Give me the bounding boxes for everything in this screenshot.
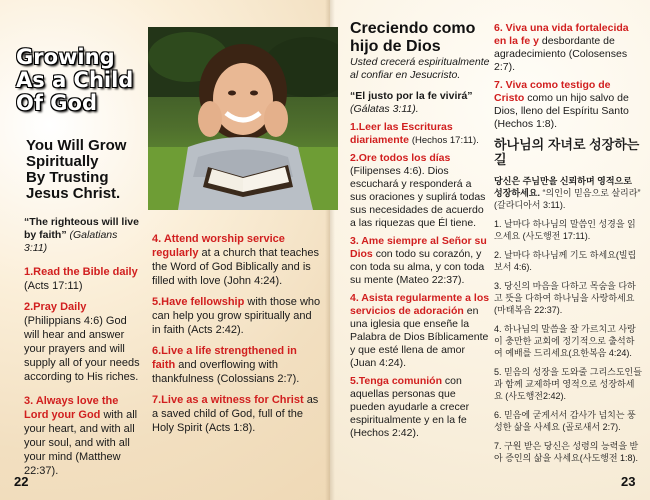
woman-reading-illustration [148,27,338,210]
title-line: Growing [16,45,115,69]
page-subtitle [26,138,148,202]
page-number-left: 22 [14,474,29,489]
list-item: 6. 믿음에 굳게서서 감사가 넘치는 풍성한 삶을 사세요 (골로새서 2:7). [494,410,636,432]
spanish-intro: Usted crecerá espiritualmente al confiar en Jesucristo. [350,56,490,81]
quote-reference: (Gálatas 3:11). [350,103,419,115]
item-text: with those who can help you grow spiritually and in faith (Acts 2:42). [152,296,321,336]
title-line: As a Child [16,68,134,92]
item-text: with all your heart, and with all your soul, and with all your mind (Matthew 22:37). [24,409,138,477]
list-item [350,121,490,147]
korean-intro [494,175,642,211]
woman-reading-photo [148,27,338,210]
list-item: 5. 믿음의 성장을 도와줄 그리스도인들과 함께 교제하며 영적으로 성장하세요 (사도행전2:42). [494,367,642,401]
middle-column [152,232,322,442]
item-heading: 6.Live a life strengthened in faith [152,345,297,371]
item-heading: 5.Tenga comunión [350,375,442,387]
list-item [350,375,490,440]
list-item: 7. 구원 받은 당신은 성령의 능력을 받아 증인의 삶을 사세요(사도행전 1:8). [494,441,639,463]
item-text: con todo su corazón, y con toda su alma, y con toda su mente (Mateo 22:37). [350,248,485,286]
item-heading: 7.Live as a witness for Christ [152,394,304,406]
item-heading: 4. Attend worship service regularly [152,233,285,259]
list-item: 3. 당신의 마음을 다하고 목숨을 다하고 뜻을 다하여 하나님을 사랑하세요(마태복음 22:37). [494,281,636,315]
subtitle-line: Jesus Christ. [26,185,121,202]
item-text: at a church that teaches the Word of God Biblically and is filled with love (John 4:24). [152,247,319,287]
item-text: (Philippians 4:6) God will hear and answer your prayers and will supply all of your needs according to His riches. [24,315,140,383]
list-item [152,393,322,435]
list-item: 4. 하나님의 말씀을 잘 가르치고 사랑이 충만한 교회에 정기적으로 출석하여 예배를 드리세요(요한복음 4:24). [494,324,636,358]
list-item: 2. 날마다 하나님께 기도 하세요(빌립보서 4:6). [494,250,637,272]
item-text: (Acts 17:11) [24,280,83,292]
item-heading: 5.Have fellowship [152,296,245,308]
item-text: and overflowing with thankfulness (Colossians 2:7). [152,359,300,385]
list-item [24,394,142,478]
korean-quote: “의인이 믿음으로 살리라” (갈라디아서 3:11). [494,188,641,210]
subtitle-line: By Trusting [26,169,109,186]
scripture-quote [24,216,142,255]
list-item [350,152,490,230]
item-heading: 2.Pray Daily [24,301,87,313]
list-item [494,79,642,131]
list-item [24,265,142,293]
list-item [152,295,322,337]
list-item [350,235,490,287]
left-column [24,216,142,485]
spanish-column [350,56,490,445]
list-item [350,292,490,370]
list-item: 1. 날마다 하나님의 말씀인 성경을 읽으세요 (사도행전 17:11). [494,219,636,241]
list-item [152,232,322,288]
spanish-quote [350,90,490,116]
item-text: como un hijo salvo de Dios, lleno del Espíritu Santo (Hechos 1:8). [494,92,629,130]
korean-intro-text: 당신은 주님만을 신뢰하며 영적으로 성장하세요. [494,176,632,198]
page-number-right: 23 [621,474,636,489]
item-heading: 1.Read the Bible daily [24,266,138,278]
list-item [494,22,642,74]
item-heading: 7. Viva como testigo de Cristo [494,79,611,104]
page-title [16,46,144,115]
item-text: as a saved child of God, full of the Holy Spirit (Acts 1:8). [152,394,319,434]
item-heading: 3. Ame siempre al Señor su Dios [350,235,487,260]
item-heading: 4. Asista regularmente a los servicios de adoración [350,292,490,317]
item-text: (Filipenses 4:6). Dios escuchará y responderá a sus oraciones y suplirá todas sus necesidades de acuerdo a las riquezas que Él tiene. [350,165,486,229]
item-text: con aquellas personas que pueden ayudarle a crecer espiritualmente y en la fe (Hechos 2:42). [350,375,470,439]
item-text: en una iglesia que enseñe la Palabra de Dios Bíblicamente y que esté llena de amor (Juan 4:24). [350,305,489,369]
item-heading: 2.Ore todos los días [350,152,451,164]
quote-text: “El justo por la fe vivirá” [350,90,473,102]
subtitle-line: Spiritually [26,153,99,170]
list-item [152,344,322,386]
title-line: Of God [16,91,97,115]
item-text: (Hechos 17:11). [411,135,479,146]
quote-reference: (Galatians 3:11) [24,229,118,254]
right-column [494,22,642,471]
item-heading: 6. Viva una vida fortalecida en la fe y [494,22,629,47]
item-text: desbordante de agradecimiento (Colosenses 2:7). [494,35,628,73]
list-item [24,300,142,384]
quote-text: “The righteous will live by faith” [24,216,139,241]
spanish-title: Creciendo como hijo de Dios [350,20,476,55]
subtitle-line: You Will Grow [26,137,127,154]
korean-heading: 하나님의 자녀로 성장하는 길 [494,137,640,167]
item-heading: 3. Always love the Lord your God [24,395,119,421]
item-heading: 1.Leer las Escrituras diariamente [350,121,453,146]
